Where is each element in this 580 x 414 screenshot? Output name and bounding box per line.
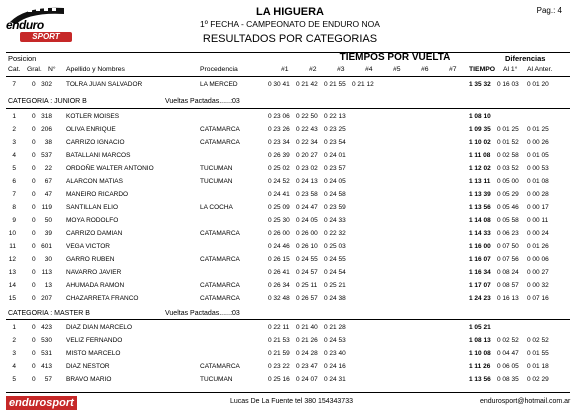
cell-ant: 0 00 11: [527, 217, 549, 224]
vueltas-count-master: 03: [232, 310, 240, 317]
cell-cat: 3: [12, 350, 16, 357]
cell-proc: TUCUMAN: [200, 376, 233, 383]
cell-lap-1: 0 26 39: [268, 152, 290, 159]
col-cat: Cat.: [8, 66, 21, 73]
cell-lap-2: 0 21 26: [296, 337, 318, 344]
table-row: [0, 350, 580, 363]
cell-lap-1: 0 25 30: [268, 217, 290, 224]
cell-cat: 4: [12, 152, 16, 159]
footer-contact: Lucas De La Fuente tel 380 154343733: [230, 398, 353, 405]
cell-lap-3: 0 22 32: [324, 230, 346, 237]
cell-lap-3: 0 23 59: [324, 204, 346, 211]
cell-proc: CATAMARCA: [200, 282, 240, 289]
category-title-master: CATEGORIA : MASTER B: [8, 310, 90, 317]
cell-tiempo: 1 13 39: [469, 191, 491, 198]
cell-ant: 0 01 18: [527, 363, 549, 370]
cell-gral: 0: [32, 217, 36, 224]
table-row: [0, 139, 580, 152]
cell-cat: 2: [12, 126, 16, 133]
cell-name: VELIZ FERNANDO: [66, 337, 123, 344]
cell-lap-2: 0 23 58: [296, 191, 318, 198]
cell-tiempo: 1 16 07: [469, 256, 491, 263]
table-row: [0, 337, 580, 350]
cell-cat: 7: [12, 81, 16, 88]
cell-name: AHUMADA RAMON: [66, 282, 125, 289]
col-lap-6: #6: [421, 66, 429, 73]
cell-gral: 0: [32, 230, 36, 237]
cell-lap-1: 0 26 15: [268, 256, 290, 263]
cell-ant: 0 01 26: [527, 243, 549, 250]
cell-lap-2: 0 24 47: [296, 204, 318, 211]
footer-email: endurosport@hotmail.com.ar: [480, 398, 571, 405]
table-row: [0, 363, 580, 376]
cell-num: 537: [41, 152, 52, 159]
cell-tiempo: 1 14 08: [469, 217, 491, 224]
cell-tiempo: 1 16 00: [469, 243, 491, 250]
cell-lap-1: 0 23 34: [268, 139, 290, 146]
cell-gral: 0: [32, 243, 36, 250]
cell-lap-2: 0 24 05: [296, 217, 318, 224]
cell-lap-2: 0 21 40: [296, 324, 318, 331]
col-lap-7: #7: [449, 66, 457, 73]
cell-lap-1: 0 26 00: [268, 230, 290, 237]
cell-proc: TUCUMAN: [200, 178, 233, 185]
cell-al1: 0 05 46: [497, 204, 519, 211]
cell-name: SANTILLAN ELIO: [66, 204, 119, 211]
cell-num: 38: [44, 139, 52, 146]
table-row: [0, 217, 580, 230]
cell-al1: 0 08 57: [497, 282, 519, 289]
cell-num: 318: [41, 113, 52, 120]
cell-lap-1: 0 22 11: [268, 324, 290, 331]
table-row: [0, 256, 580, 269]
cell-ant: 0 00 26: [527, 139, 549, 146]
cell-num: 207: [41, 295, 52, 302]
col-lap-2: #2: [309, 66, 317, 73]
junior-rule: [6, 108, 570, 109]
cell-ant: 0 00 24: [527, 230, 549, 237]
cell-ant: 0 00 27: [527, 269, 549, 276]
cell-proc: CATAMARCA: [200, 139, 240, 146]
cell-cat: 7: [12, 191, 16, 198]
cell-proc: CATAMARCA: [200, 256, 240, 263]
page-subtitle: 1º FECHA - CAMPEONATO DE ENDURO NOA: [200, 19, 380, 29]
cell-tiempo: 1 09 35: [469, 126, 491, 133]
cell-tiempo: 1 13 56: [469, 376, 491, 383]
cell-name: GARRO RUBEN: [66, 256, 115, 263]
cell-cat: 14: [8, 282, 16, 289]
cell-gral: 0: [32, 204, 36, 211]
cell-name: NAVARRO JAVIER: [66, 269, 122, 276]
cell-lap-2: 0 24 57: [296, 269, 318, 276]
table-row: [0, 230, 580, 243]
cell-tiempo: 1 12 02: [469, 165, 491, 172]
col-al1: Al 1°: [503, 66, 518, 73]
cell-al1: 0 03 52: [497, 165, 519, 172]
cell-lap-3: 0 24 58: [324, 191, 346, 198]
col-proc: Procedencia: [200, 66, 238, 73]
cell-lap-3: 0 24 55: [324, 256, 346, 263]
cell-lap-2: 0 26 10: [296, 243, 318, 250]
cell-ant: 0 07 16: [527, 295, 549, 302]
cell-gral: 0: [32, 269, 36, 276]
cell-gral: 0: [32, 178, 36, 185]
cell-num: 302: [41, 81, 52, 88]
cell-lap-3: 0 24 53: [324, 337, 346, 344]
cell-ant: 0 00 53: [527, 165, 549, 172]
table-row: [0, 191, 580, 204]
cell-tiempo: 1 14 33: [469, 230, 491, 237]
cell-lap-2: 0 24 13: [296, 178, 318, 185]
cell-tiempo: 1 17 07: [469, 282, 491, 289]
cell-lap-1: 0 23 22: [268, 363, 290, 370]
cell-al1: 0 08 35: [497, 376, 519, 383]
table-row: [0, 376, 580, 389]
col-gral: Gral.: [27, 66, 42, 73]
cell-ant: 0 00 28: [527, 191, 549, 198]
logo-sport-bar: SPORT: [20, 32, 72, 42]
cell-cat: 15: [8, 295, 16, 302]
cell-lap-2: 0 22 43: [296, 126, 318, 133]
cell-num: 119: [41, 204, 52, 211]
results-title: RESULTADOS POR CATEGORIAS: [202, 33, 378, 45]
cell-gral: 0: [32, 376, 36, 383]
cell-name: DIAZ NESTOR: [66, 363, 110, 370]
cell-lap-3: 0 24 38: [324, 295, 346, 302]
vueltas-label-junior: Vueltas Pactadas......:: [165, 98, 233, 105]
cell-al1: 0 01 52: [497, 139, 519, 146]
cell-al1: 0 02 52: [497, 337, 519, 344]
cell-lap-1: 0 25 16: [268, 376, 290, 383]
cell-lap-2: 0 23 47: [296, 363, 318, 370]
cell-tiempo: 1 13 11: [469, 178, 491, 185]
cell-al1: 0 05 29: [497, 191, 519, 198]
cell-tiempo: 1 11 08: [469, 152, 491, 159]
cell-proc: CATAMARCA: [200, 230, 240, 237]
cell-name: KOTLER MOISES: [66, 113, 120, 120]
cell-ant: 0 00 32: [527, 282, 549, 289]
cell-proc: TUCUMAN: [200, 165, 233, 172]
cell-lap-1: 0 26 34: [268, 282, 290, 289]
cell-lap-2: 0 20 27: [296, 152, 318, 159]
cell-cat: 11: [9, 243, 16, 250]
cell-cat: 2: [12, 337, 16, 344]
cell-name: BATALLANI MARCOS: [66, 152, 131, 159]
cell-cat: 10: [8, 230, 16, 237]
table-row: [0, 243, 580, 256]
cell-lap-2: 0 26 57: [296, 295, 318, 302]
cell-proc: LA MERCED: [200, 81, 238, 88]
cell-ant: 0 02 52: [527, 337, 549, 344]
cell-lap-1: 0 25 09: [268, 204, 290, 211]
cell-gral: 0: [32, 139, 36, 146]
col-tiempo: TIEMPO: [469, 66, 496, 73]
cell-name: TOLRA JUAN SALVADOR: [66, 81, 143, 88]
cell-al1: 0 05 58: [497, 217, 519, 224]
cell-al1: 0 06 05: [497, 363, 519, 370]
cell-lap-3: 0 25 21: [324, 282, 346, 289]
category-title-junior: CATEGORIA : JUNIOR B: [8, 98, 87, 105]
col-num: N°: [48, 66, 56, 73]
cell-lap-2: 0 22 50: [296, 113, 318, 120]
cell-cat: 13: [8, 269, 16, 276]
logo-word: enduro: [6, 18, 44, 32]
page-title: LA HIGUERA: [255, 6, 325, 18]
cell-name: DIAZ DIAN MARCELO: [66, 324, 133, 331]
cell-num: 423: [41, 324, 52, 331]
col-ant: Al Anter.: [527, 66, 553, 73]
cell-lap-2: 0 26 00: [296, 230, 318, 237]
cell-num: 13: [44, 282, 52, 289]
tiempos-header: TIEMPOS POR VUELTA: [339, 52, 451, 63]
cell-gral: 0: [32, 113, 36, 120]
cell-lap-3: 0 24 54: [324, 269, 346, 276]
cell-ant: 0 01 55: [527, 350, 549, 357]
cell-num: 531: [41, 350, 52, 357]
cell-name: MISTO MARCELO: [66, 350, 121, 357]
cell-ant: 0 01 05: [527, 152, 549, 159]
table-row: [0, 324, 580, 337]
cell-tiempo: 1 05 21: [469, 324, 491, 331]
cell-lap-2: 0 24 07: [296, 376, 318, 383]
cell-cat: 1: [12, 324, 16, 331]
col-lap-1: #1: [281, 66, 289, 73]
table-row: [0, 269, 580, 282]
cell-lap-3: 0 21 28: [324, 324, 346, 331]
cell-cat: 6: [12, 178, 16, 185]
cell-num: 50: [44, 217, 52, 224]
table-row: [0, 282, 580, 295]
cell-lap-2: 0 21 42: [296, 81, 318, 88]
cell-al1: 0 06 23: [497, 230, 519, 237]
cell-ant: 0 00 17: [527, 204, 549, 211]
posicion-header: Posicion: [8, 54, 37, 63]
cell-num: 113: [41, 269, 52, 276]
cell-al1: 0 08 24: [497, 269, 519, 276]
cell-lap-1: 0 26 41: [268, 269, 290, 276]
cell-num: 57: [44, 376, 52, 383]
cell-tiempo: 1 13 56: [469, 204, 491, 211]
cell-ant: 0 01 25: [527, 126, 549, 133]
cell-lap-1: 0 24 46: [268, 243, 290, 250]
cell-lap-4: 0 21 12: [352, 81, 374, 88]
table-row: [0, 295, 580, 308]
cell-gral: 0: [32, 282, 36, 289]
vueltas-count-junior: 03: [232, 98, 240, 105]
cell-lap-3: 0 24 01: [324, 152, 346, 159]
cell-al1: 0 16 13: [497, 295, 519, 302]
cell-lap-1: 0 25 02: [268, 165, 290, 172]
cell-lap-2: 0 25 11: [296, 282, 318, 289]
footer-rule: [6, 392, 570, 393]
cell-cat: 3: [12, 139, 16, 146]
cell-gral: 0: [32, 256, 36, 263]
header-bottom-rule: [6, 76, 570, 77]
cell-name: ALARCON MATIAS: [66, 178, 123, 185]
cell-cat: 8: [12, 204, 16, 211]
cell-cat: 5: [12, 165, 16, 172]
cell-num: 30: [44, 256, 52, 263]
cell-lap-3: 0 24 31: [324, 376, 346, 383]
cell-tiempo: 1 08 13: [469, 337, 491, 344]
cell-lap-2: 0 24 55: [296, 256, 318, 263]
cell-lap-3: 0 24 05: [324, 178, 346, 185]
cell-tiempo: 1 35 32: [469, 81, 491, 88]
cell-lap-2: 0 23 02: [296, 165, 318, 172]
cell-tiempo: 1 10 08: [469, 350, 491, 357]
cell-lap-1: 0 21 53: [268, 337, 290, 344]
cell-ant: 0 01 20: [527, 81, 549, 88]
table-row: [0, 165, 580, 178]
cell-lap-3: 0 22 13: [324, 113, 346, 120]
vueltas-label-master: Vueltas Pactadas......:: [165, 310, 233, 317]
cell-al1: 0 16 03: [497, 81, 519, 88]
table-row: [0, 152, 580, 165]
cell-gral: 0: [32, 363, 36, 370]
cell-gral: 0: [32, 191, 36, 198]
cell-name: ORDOÑE WALTER ANTONIO: [66, 165, 154, 172]
cell-name: CHAZARRETA FRANCO: [66, 295, 139, 302]
cell-tiempo: 1 11 26: [469, 363, 491, 370]
cell-lap-1: 0 21 59: [268, 350, 290, 357]
cell-lap-3: 0 23 40: [324, 350, 346, 357]
cell-num: 47: [44, 191, 52, 198]
cell-num: 530: [41, 337, 52, 344]
cell-name: VEGA VICTOR: [66, 243, 110, 250]
cell-gral: 0: [32, 81, 36, 88]
cell-name: CARRIZO DAMIAN: [66, 230, 123, 237]
cell-ant: 0 01 08: [527, 178, 549, 185]
cell-lap-2: 0 24 28: [296, 350, 318, 357]
table-row: [0, 178, 580, 191]
table-row: [0, 126, 580, 139]
cell-cat: 4: [12, 363, 16, 370]
cell-lap-1: 0 23 06: [268, 113, 290, 120]
cell-al1: 0 04 47: [497, 350, 519, 357]
cell-ant: 0 02 29: [527, 376, 549, 383]
cell-num: 67: [44, 178, 52, 185]
cell-lap-2: 0 22 34: [296, 139, 318, 146]
cell-lap-3: 0 24 33: [324, 217, 346, 224]
cell-gral: 0: [32, 324, 36, 331]
cell-proc: CATAMARCA: [200, 363, 240, 370]
cell-lap-1: 0 23 26: [268, 126, 290, 133]
cell-lap-1: 0 30 41: [268, 81, 290, 88]
cell-name: MANEIRO RICARDO: [66, 191, 129, 198]
cell-ant: 0 00 06: [527, 256, 549, 263]
cell-proc: CATAMARCA: [200, 126, 240, 133]
cell-tiempo: 1 16 34: [469, 269, 491, 276]
col-name: Apellido y Nombres: [66, 66, 125, 73]
col-lap-4: #4: [365, 66, 373, 73]
cell-tiempo: 1 24 23: [469, 295, 491, 302]
cell-lap-1: 0 32 48: [268, 295, 290, 302]
cell-lap-1: 0 24 52: [268, 178, 290, 185]
cell-gral: 0: [32, 350, 36, 357]
cell-num: 206: [41, 126, 52, 133]
cell-num: 22: [44, 165, 52, 172]
cell-gral: 0: [32, 337, 36, 344]
cell-lap-3: 0 23 57: [324, 165, 346, 172]
cell-al1: 0 02 58: [497, 152, 519, 159]
cell-al1: 0 07 56: [497, 256, 519, 263]
page-number: Pag.: 4: [536, 6, 562, 15]
cell-cat: 12: [8, 256, 16, 263]
cell-gral: 0: [32, 126, 36, 133]
cell-num: 601: [41, 243, 52, 250]
cell-al1: 0 05 00: [497, 178, 519, 185]
cell-proc: CATAMARCA: [200, 295, 240, 302]
cell-al1: 0 07 50: [497, 243, 519, 250]
cell-lap-3: 0 23 25: [324, 126, 346, 133]
col-lap-3: #3: [337, 66, 345, 73]
cell-tiempo: 1 08 10: [469, 113, 491, 120]
cell-name: MOYA RODOLFO: [66, 217, 119, 224]
cell-tiempo: 1 10 02: [469, 139, 491, 146]
cell-lap-3: 0 21 55: [324, 81, 346, 88]
cell-cat: 5: [12, 376, 16, 383]
cell-name: BRAVO MARIO: [66, 376, 112, 383]
cell-lap-3: 0 25 03: [324, 243, 346, 250]
cell-lap-3: 0 24 16: [324, 363, 346, 370]
cell-name: OLIVA ENRIQUE: [66, 126, 116, 133]
diferencias-header: Diferencias: [505, 54, 546, 63]
cell-num: 39: [44, 230, 52, 237]
cell-num: 413: [41, 363, 52, 370]
cell-al1: 0 01 25: [497, 126, 519, 133]
table-row: [0, 113, 580, 126]
col-lap-5: #5: [393, 66, 401, 73]
cell-gral: 0: [32, 295, 36, 302]
cell-gral: 0: [32, 152, 36, 159]
cell-gral: 0: [32, 165, 36, 172]
footer-logo: endurosport: [6, 396, 77, 410]
cell-cat: 9: [12, 217, 16, 224]
cell-cat: 1: [12, 113, 16, 120]
cell-lap-3: 0 23 54: [324, 139, 346, 146]
cell-proc: LA COCHA: [200, 204, 233, 211]
cell-lap-1: 0 24 41: [268, 191, 290, 198]
cell-name: CARRIZO IGNACIO: [66, 139, 125, 146]
table-row: [0, 204, 580, 217]
master-rule: [6, 319, 570, 320]
table-row: [0, 81, 580, 95]
